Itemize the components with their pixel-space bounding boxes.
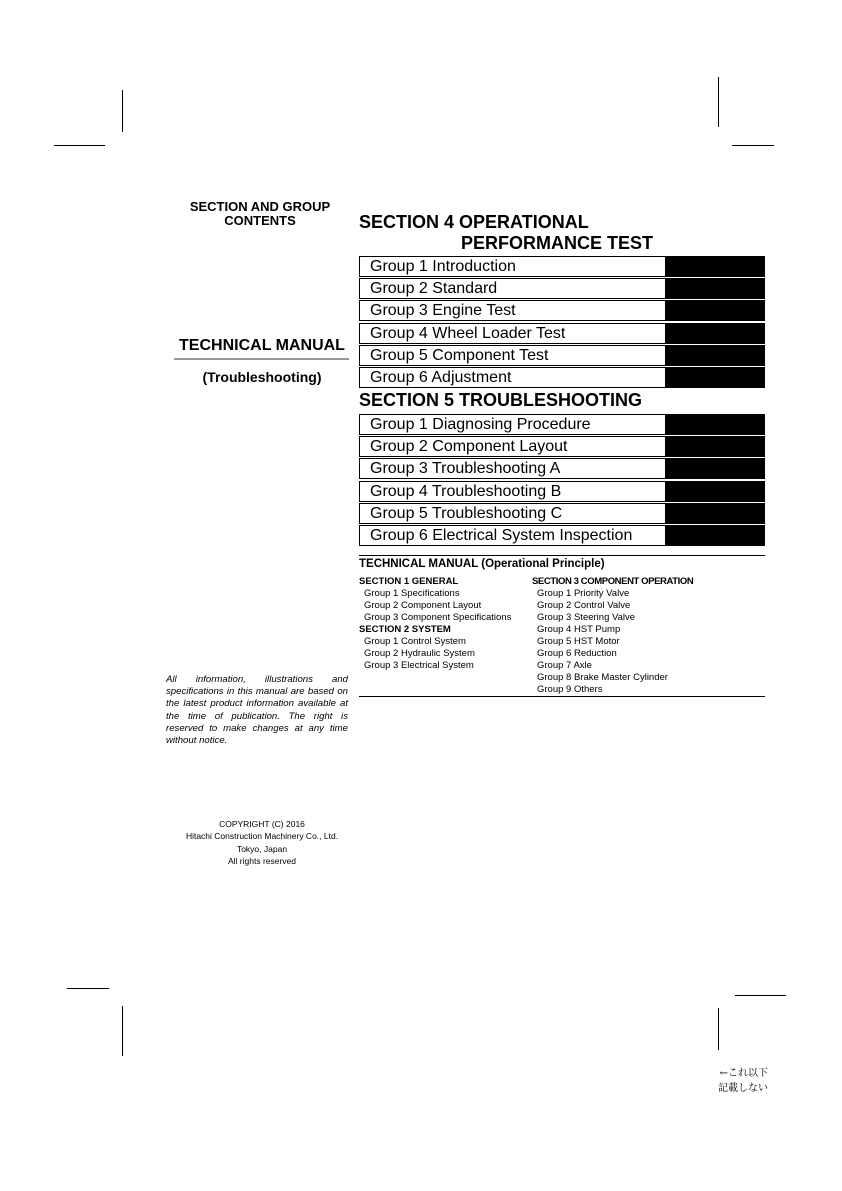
group-label: Group 1 Introduction <box>370 258 516 275</box>
group-row[interactable] <box>359 414 765 435</box>
group-label: Group 5 Component Test <box>370 346 549 364</box>
crop-mark-top-right-vertical <box>718 77 719 127</box>
group-row[interactable] <box>359 300 765 321</box>
section-and-group-heading <box>170 200 350 228</box>
heading-line-2: CONTENTS <box>224 213 296 228</box>
index-tab-marker <box>665 346 764 365</box>
group-label: Group 4 Troubleshooting B <box>370 482 562 500</box>
footer-note-line-2: 記載しない <box>718 1083 768 1094</box>
group-item: Group 2 Hydraulic System <box>364 648 475 659</box>
group-item: Group 7 Axle <box>537 660 592 671</box>
group-item: Group 1 Control System <box>364 636 466 647</box>
disclaimer-text: All information, illustrations and specifications in this manual are based on the latest product information available at the time of publication. The right is reserved to make changes at any time without notice. <box>166 674 348 747</box>
copyright-line: All rights reserved <box>227 855 297 866</box>
group-row[interactable] <box>359 458 765 479</box>
heading-line-1: SECTION AND GROUP <box>189 199 331 214</box>
group-item: Group 9 Others <box>537 684 603 695</box>
group-label: Group 3 Troubleshooting A <box>370 460 561 478</box>
crop-mark-top-left-vertical <box>122 90 123 132</box>
manual-title-divider <box>174 358 349 360</box>
copyright-line: Hitachi Construction Machinery Co., Ltd. <box>185 831 339 842</box>
index-tab-marker <box>665 526 764 545</box>
group-row[interactable] <box>359 436 765 457</box>
group-item: Group 2 Control Valve <box>537 600 631 611</box>
crop-mark-bottom-right-vertical <box>718 1008 719 1050</box>
manual-subtitle: (Troubleshooting) <box>202 369 322 385</box>
group-item: Group 1 Priority Valve <box>537 588 630 599</box>
section-4-title-line-2: PERFORMANCE TEST <box>461 233 654 253</box>
index-tab-marker <box>665 279 764 298</box>
op-principle-right-column <box>532 576 693 696</box>
copyright-line: COPYRIGHT (C) 2016 <box>219 819 305 829</box>
group-row[interactable] <box>359 345 765 366</box>
index-tab-marker <box>665 415 764 434</box>
index-tab-marker <box>665 459 764 478</box>
group-item: Group 3 Steering Valve <box>537 612 636 623</box>
group-label: Group 4 Wheel Loader Test <box>370 324 566 342</box>
group-label: Group 2 Standard <box>370 280 498 298</box>
group-row[interactable] <box>359 256 765 277</box>
group-label: Group 1 Diagnosing Procedure <box>370 416 591 433</box>
section-heading: SECTION 1 GENERAL <box>359 576 459 587</box>
group-item: Group 3 Electrical System <box>364 660 474 671</box>
section-4-title-line-1: SECTION 4 OPERATIONAL <box>359 212 589 232</box>
index-tab-marker <box>665 482 764 501</box>
index-tab-marker <box>665 437 764 456</box>
section-heading: SECTION 2 SYSTEM <box>359 624 451 635</box>
index-tab-marker <box>665 504 764 523</box>
footer-note <box>718 1066 768 1096</box>
group-item: Group 8 Brake Master Cylinder <box>537 672 668 683</box>
crop-mark-top-left-horizontal <box>54 145 105 146</box>
index-tab-marker <box>665 301 764 320</box>
group-row[interactable] <box>359 503 765 524</box>
group-row[interactable] <box>359 278 765 299</box>
group-label: Group 6 Electrical System Inspection <box>370 526 633 544</box>
group-item: Group 5 HST Motor <box>537 636 620 647</box>
op-principle-top-rule <box>359 555 765 556</box>
index-tab-marker <box>665 368 764 387</box>
footer-note-line-1: ←これ以下 <box>719 1068 768 1079</box>
group-item: Group 4 HST Pump <box>537 624 621 635</box>
group-row[interactable] <box>359 367 765 388</box>
group-row[interactable] <box>359 481 765 502</box>
copyright-line: Tokyo, Japan <box>236 843 288 854</box>
crop-mark-bottom-left-vertical <box>122 1006 123 1056</box>
crop-mark-bottom-right-horizontal <box>735 995 786 996</box>
group-label: Group 6 Adjustment <box>370 368 512 386</box>
index-tab-marker <box>665 324 764 343</box>
crop-mark-top-right-horizontal <box>732 145 774 146</box>
section-heading: SECTION 3 COMPONENT OPERATION <box>532 576 694 587</box>
op-principle-left-column <box>359 576 511 672</box>
group-row[interactable] <box>359 525 765 546</box>
copyright-block <box>170 818 354 867</box>
section-5-title: SECTION 5 TROUBLESHOOTING <box>359 390 643 410</box>
op-principle-title: TECHNICAL MANUAL (Operational Principle) <box>359 558 605 570</box>
group-item: Group 2 Component Layout <box>364 600 482 611</box>
group-label: Group 3 Engine Test <box>370 302 516 320</box>
section-5-group-list <box>359 414 765 547</box>
group-item: Group 3 Component Specifications <box>364 612 512 623</box>
group-label: Group 2 Component Layout <box>370 438 568 456</box>
group-item: Group 1 Specifications <box>364 588 460 599</box>
group-label: Group 5 Troubleshooting C <box>370 504 563 522</box>
crop-mark-bottom-left-horizontal <box>67 988 109 989</box>
index-tab-marker <box>665 257 764 276</box>
op-principle-bottom-rule <box>359 696 765 697</box>
section-4-group-list <box>359 256 765 389</box>
group-row[interactable] <box>359 323 765 344</box>
manual-title: TECHNICAL MANUAL <box>179 337 345 354</box>
group-item: Group 6 Reduction <box>537 648 617 659</box>
